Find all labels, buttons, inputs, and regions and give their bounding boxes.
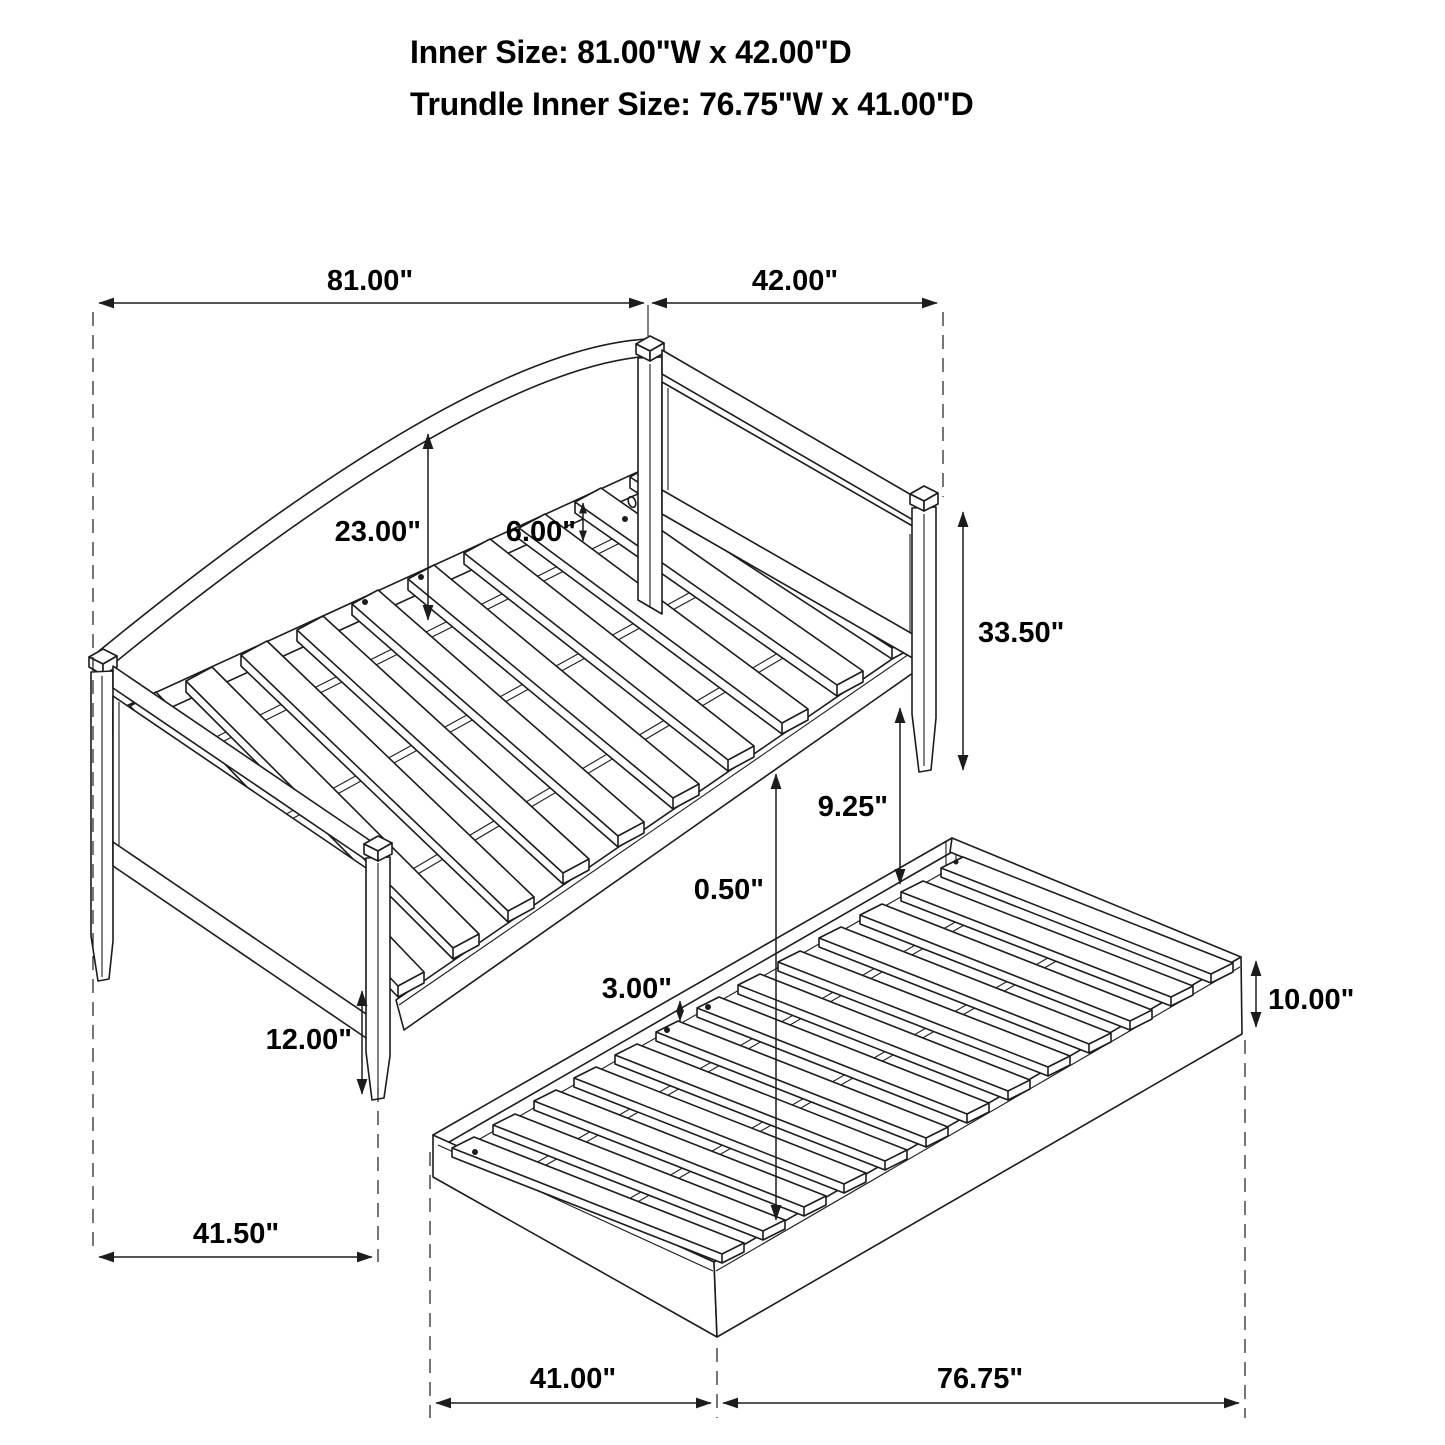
- screw-dot: [622, 516, 628, 522]
- dim-label-overall-depth: 42.00": [751, 265, 839, 297]
- dim-label-under-rail-clearance: 9.25": [817, 791, 888, 823]
- screw-dot: [954, 860, 959, 865]
- screw-dot: [705, 1004, 711, 1010]
- dim-under-rail-clearance: [818, 708, 900, 884]
- dim-label-back-height: 23.00": [334, 516, 421, 548]
- dim-footprint-depth: [99, 1218, 372, 1257]
- dim-label-trundle-width: 76.75": [936, 1363, 1024, 1395]
- dim-overall-width: [99, 265, 644, 303]
- dim-label-trundle-height: 10.00": [1268, 984, 1355, 1016]
- screw-dot: [418, 574, 424, 580]
- dim-label-slat-width: 3.00": [601, 973, 672, 1005]
- dim-label-leg-height: 12.00": [265, 1024, 352, 1056]
- dim-trundle-width: [723, 1363, 1239, 1403]
- front-right-post: [910, 486, 938, 772]
- dim-overall-depth: [652, 265, 937, 303]
- dim-end-panel-height: [963, 512, 1064, 770]
- screw-dot: [664, 1027, 670, 1033]
- dim-label-footprint-depth: 41.50": [192, 1218, 280, 1250]
- dim-label-rail-height: 6.00": [505, 516, 576, 548]
- title-inner-size: Inner Size: 81.00"W x 42.00"D: [410, 34, 852, 70]
- dim-trundle-height: [1256, 961, 1354, 1027]
- screw-dot: [472, 1149, 478, 1155]
- dim-label-trundle-depth: 41.00": [529, 1363, 617, 1395]
- dim-trundle-depth: [436, 1363, 711, 1403]
- daybed-drawing: [89, 336, 938, 1100]
- screw-dot: [362, 599, 368, 605]
- dim-label-end-panel-height: 33.50": [978, 617, 1065, 649]
- dim-label-overall-width: 81.00": [326, 265, 414, 297]
- dim-label-trundle-gap: 0.50": [693, 874, 764, 906]
- title-trundle-inner-size: Trundle Inner Size: 76.75"W x 41.00"D: [410, 86, 974, 122]
- front-left-post: [364, 836, 392, 1100]
